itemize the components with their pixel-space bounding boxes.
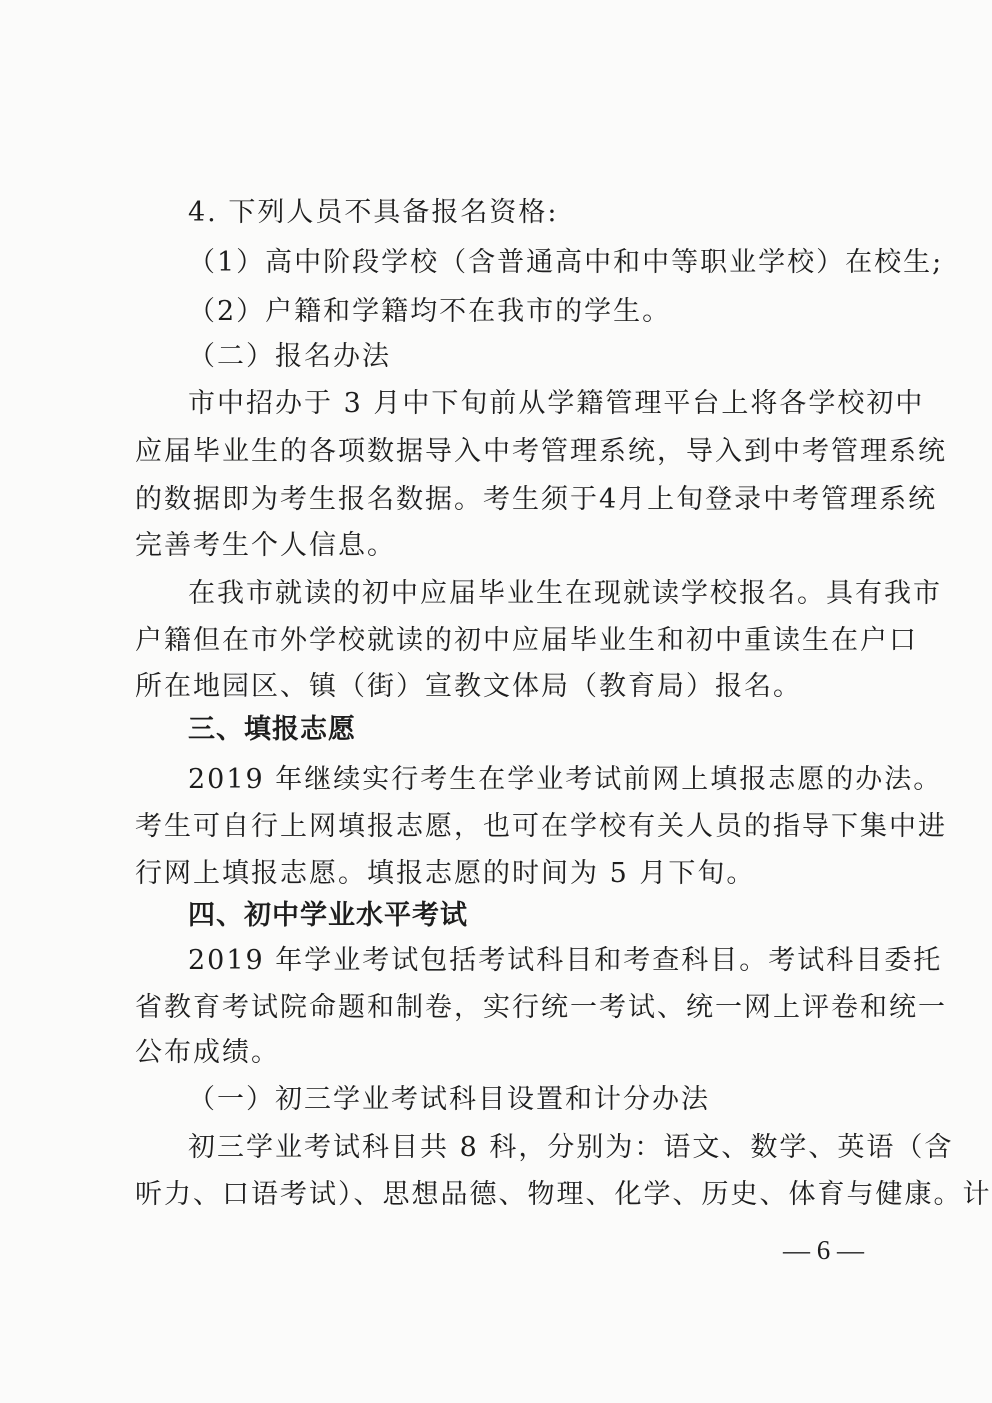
para-line: 户籍但在市外学校就读的初中应届毕业生和初中重读生在户口	[135, 625, 918, 656]
para-line: 行网上填报志愿。填报志愿的时间为 5 月下旬。	[135, 858, 756, 889]
para-line: 所在地园区、镇（街）宣教文体局（教育局）报名。	[135, 671, 802, 702]
para-line: 完善考生个人信息。	[135, 530, 396, 561]
para-line: 公布成绩。	[135, 1037, 280, 1068]
section-heading: 三、填报志愿	[188, 714, 356, 745]
para-line: 初三学业考试科目共 8 科，分别为：语文、数学、英语（含	[188, 1132, 954, 1163]
para-line: 市中招办于 3 月中下旬前从学籍管理平台上将各学校初中	[188, 388, 925, 419]
para-line: 2019 年学业考试包括考试科目和考查科目。考试科目委托	[188, 945, 943, 976]
section-subheading: （一）初三学业考试科目设置和计分办法	[188, 1084, 710, 1115]
para-line: 2019 年继续实行考生在学业考试前网上填报志愿的办法。	[188, 764, 943, 795]
page-number: — 6 —	[783, 1235, 864, 1265]
para-line: 应届毕业生的各项数据导入中考管理系统，导入到中考管理系统	[135, 436, 947, 467]
para-line: （1）高中阶段学校（含普通高中和中等职业学校）在校生;	[188, 247, 944, 278]
section-subheading: （二）报名办法	[188, 341, 391, 372]
para-line: 4. 下列人员不具备报名资格:	[188, 197, 559, 228]
para-line: 听力、口语考试）、思想品德、物理、化学、历史、体育与健康。计	[135, 1179, 992, 1210]
para-line: 在我市就读的初中应届毕业生在现就读学校报名。具有我市	[188, 578, 942, 609]
para-line: 省教育考试院命题和制卷，实行统一考试、统一网上评卷和统一	[135, 992, 947, 1023]
section-heading: 四、初中学业水平考试	[188, 900, 468, 931]
para-line: 的数据即为考生报名数据。考生须于4月上旬登录中考管理系统	[135, 484, 938, 515]
para-line: 考生可自行上网填报志愿，也可在学校有关人员的指导下集中进	[135, 811, 947, 842]
para-line: （2）户籍和学籍均不在我市的学生。	[188, 296, 672, 327]
